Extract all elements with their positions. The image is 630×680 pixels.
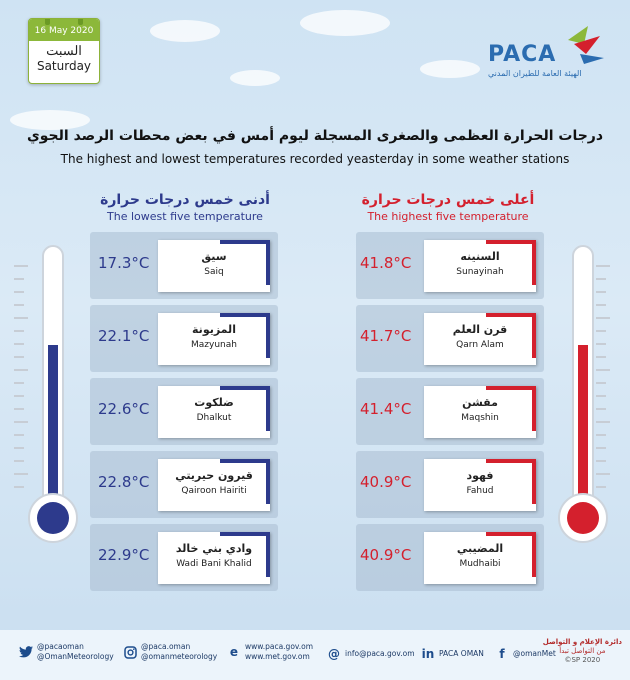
station-name-arabic: فهود	[466, 469, 494, 482]
station-card	[424, 459, 536, 511]
station-name-arabic: المزيونة	[192, 323, 236, 336]
station-name-arabic: السنينه	[460, 250, 500, 263]
linkedin-contact[interactable]	[420, 646, 484, 662]
station-name-english: Qairoon Hairiti	[181, 486, 247, 496]
station-card	[424, 532, 536, 584]
lowest-row	[90, 378, 278, 445]
instagram-handle: @paca.oman	[141, 642, 191, 651]
day-english: Saturday	[36, 59, 92, 73]
linkedin-icon: in	[421, 647, 435, 661]
at-icon: @	[328, 647, 340, 661]
station-name-english: Mudhaibi	[459, 559, 501, 569]
date-card	[28, 18, 100, 84]
station-card	[424, 386, 536, 438]
twitter-contact[interactable]	[18, 642, 114, 662]
station-name-english: Mazyunah	[191, 340, 237, 350]
email-contact[interactable]	[326, 646, 415, 662]
highest-heading	[338, 192, 558, 223]
temperature-value: 17.3°C	[98, 254, 150, 272]
station-name-arabic: المضيبي	[456, 542, 504, 555]
highest-heading-english: The highest five temperature	[367, 210, 529, 223]
logo-text: PACA	[488, 42, 557, 67]
lowest-heading-arabic: أدنى خمس درجات حرارة	[100, 192, 270, 208]
lowest-row	[90, 524, 278, 591]
instagram-icon	[122, 644, 138, 660]
department-slogan: من التواصل تبدأ	[559, 647, 606, 655]
station-name-english: Qarn Alam	[456, 340, 504, 350]
highest-row	[356, 305, 544, 372]
temperature-value: 41.4°C	[360, 400, 412, 418]
lowest-row	[90, 232, 278, 299]
temperature-value: 41.8°C	[360, 254, 412, 272]
station-name-arabic: سيق	[201, 250, 227, 263]
title-arabic: درجات الحرارة العظمى والصغرى المسجلة ليوم أمس في بعض محطات الرصد الجوي	[26, 128, 604, 144]
station-name-arabic: قرن العلم	[452, 323, 508, 336]
station-card	[158, 459, 270, 511]
station-card	[158, 532, 270, 584]
facebook-icon: f	[499, 647, 505, 661]
station-name-english: Dhalkut	[196, 413, 232, 423]
station-name-english: Wadi Bani Khalid	[176, 559, 252, 569]
highest-heading-arabic: أعلى خمس درجات حرارة	[361, 192, 535, 208]
facebook-handle: @omanMet	[513, 649, 556, 658]
station-name-english: Maqshin	[461, 413, 499, 423]
station-card	[158, 313, 270, 365]
station-name-english: Saiq	[204, 267, 224, 277]
temperature-value: 22.1°C	[98, 327, 150, 345]
hot-thermometer-icon	[558, 245, 608, 545]
highest-row	[356, 524, 544, 591]
station-card	[424, 313, 536, 365]
media-department	[543, 638, 622, 665]
logo-subtitle: الهيئة العامة للطيران المدني	[488, 69, 582, 78]
lowest-row	[90, 305, 278, 372]
instagram-contact[interactable]	[122, 642, 217, 662]
department-code: ©SP 2020	[564, 656, 601, 664]
lowest-row	[90, 451, 278, 518]
date-text: 16 May 2020	[34, 26, 94, 36]
paca-logo	[488, 22, 608, 82]
station-name-arabic: وادي بني خالد	[175, 542, 253, 555]
website-link[interactable]: www.met.gov.om	[245, 652, 310, 661]
calendar-ring-icon	[45, 18, 50, 25]
twitter-icon	[18, 644, 34, 660]
web-icon: e	[229, 645, 239, 659]
station-card	[424, 240, 536, 292]
linkedin-handle: PACA OMAN	[439, 649, 484, 658]
station-name-english: Fahud	[466, 486, 494, 496]
station-name-english: Sunayinah	[456, 267, 504, 277]
temperature-value: 40.9°C	[360, 473, 412, 491]
station-card	[158, 386, 270, 438]
email-link[interactable]: info@paca.gov.om	[345, 649, 415, 658]
temperature-value: 41.7°C	[360, 327, 412, 345]
title-english: The highest and lowest temperatures recorded yeasterday in some weather stations	[60, 152, 570, 166]
temperature-value: 40.9°C	[360, 546, 412, 564]
temperature-value: 22.9°C	[98, 546, 150, 564]
instagram-handle: @omanmeteorology	[141, 652, 218, 661]
highest-row	[356, 232, 544, 299]
lowest-heading-english: The lowest five temperature	[107, 210, 263, 223]
department-name: دائرة الإعلام و التواصل	[542, 638, 622, 646]
calendar-ring-icon	[78, 18, 83, 25]
website-link[interactable]: www.paca.gov.om	[245, 642, 314, 651]
cold-thermometer-icon	[28, 245, 78, 545]
temperature-value: 22.8°C	[98, 473, 150, 491]
twitter-handle: @OmanMeteorology	[37, 652, 114, 661]
day-arabic: السبت	[46, 44, 82, 59]
highest-row	[356, 378, 544, 445]
temperature-value: 22.6°C	[98, 400, 150, 418]
website-contact[interactable]	[226, 642, 313, 662]
date-header	[29, 19, 99, 41]
station-name-arabic: قيرون حيريتي	[175, 469, 253, 482]
station-name-arabic: مقشن	[462, 396, 498, 409]
highest-row	[356, 451, 544, 518]
station-name-arabic: ضلكوت	[194, 396, 234, 409]
twitter-handle: @pacaoman	[37, 642, 84, 651]
lowest-heading	[75, 192, 295, 223]
station-card	[158, 240, 270, 292]
footer	[0, 630, 630, 680]
